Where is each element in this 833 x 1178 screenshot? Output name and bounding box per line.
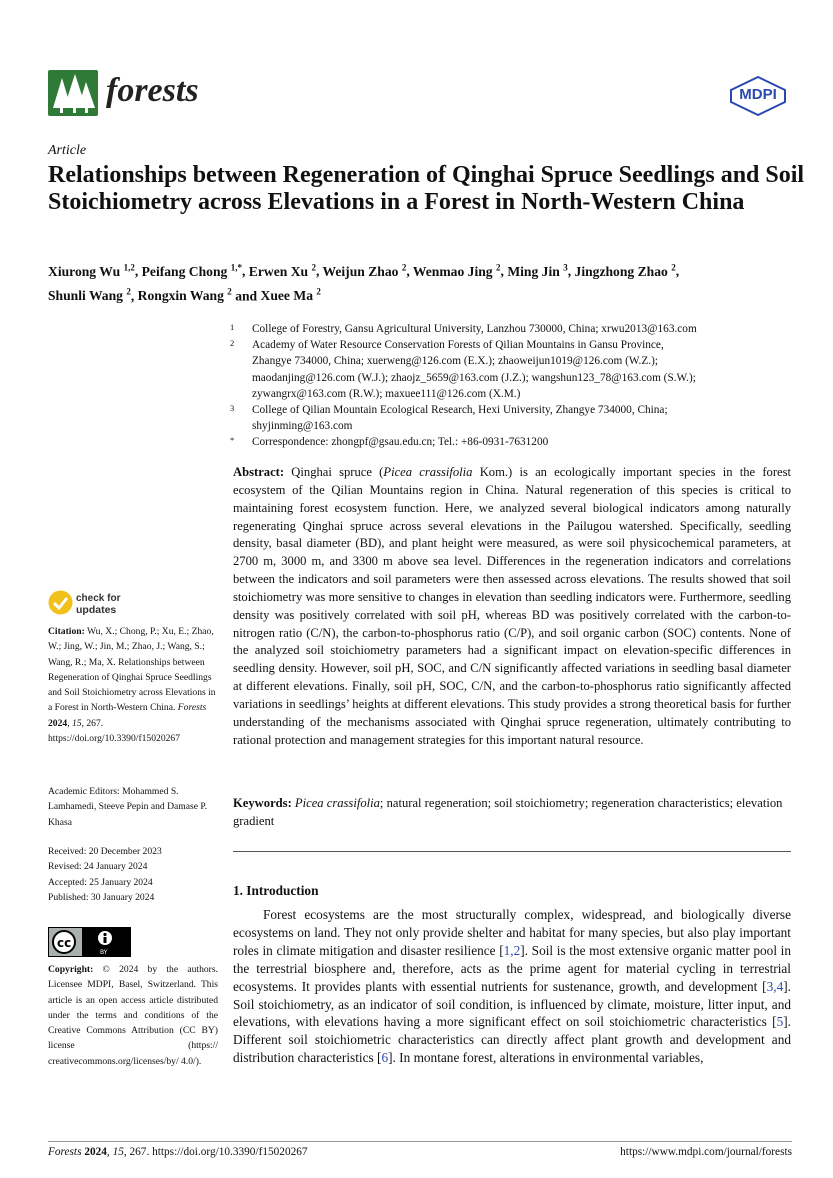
citation-year: 2024 (48, 717, 68, 729)
authors-and: and (231, 288, 261, 304)
cc-by-icon (49, 928, 130, 956)
affiliations (230, 321, 795, 451)
footer-url[interactable]: https://www.mdpi.com/journal/forests (620, 1146, 792, 1158)
footer: Forests 2024, 15, 267. https://doi.org/10.3390/f15020267 https://www.mdpi.com/journal/forests (48, 1146, 792, 1158)
check-for-updates[interactable] (48, 590, 168, 618)
author-name[interactable]: Xiurong Wu $^{1,2}$ (48, 262, 135, 279)
author-name[interactable]: Jingzhong Zhao $^2$ (574, 262, 676, 279)
citation-doi[interactable]: https://doi.org/10.3390/f15020267 (48, 733, 181, 745)
author-name[interactable]: Erwen Xu $^2$ (248, 262, 316, 279)
intro-paragraph: Forest ecosystems are the most structurally complex, widespread, and biologically diverse ecosystems on land. They not only provide shelter and habitat for many species, but also play important roles in climate mitigation and disaster resilience [1,2]. Soil is the most extensive organic matter pool in the terrestrial biosphere and, therefore, acts as the prime agent for material cycling in terrestrial ecosystems. It provides plants with essential nutrients for sustenance, growth, and development [3,4]. Soil stoichiometry, as an indicator of soil condition, is influenced by climate, moisture, litter input, and elevations, with elevations having a more significant effect on soil stoichiometric characteristics [5]. Different soil stoichiometric characteristics can directly affect plant growth and development and distribution characteristics [6]. In montane forest, alterations in environmental variables, (233, 907, 791, 1066)
footer-year: 2024 (84, 1146, 107, 1158)
affiliation: 2 Academy of Water Resource Conservation Forests of Qilian Mountains in Gansu Province, Zhangye 734000, China; xuerweng@126.com (E.X.); zhaoweijun1019@126.com (W.Z.); maodanjing@126.com (W.J.); zhaojz_5659@163.com (J.Z.); wangshun123_78@163.com (S.W.); zywangrx@163.com (R.W.); maxuee111@126.com (X.M.) (230, 338, 696, 400)
date-line: Accepted: 25 January 2024 (48, 876, 153, 888)
check-for-text: check for (76, 593, 121, 604)
abstract (233, 464, 791, 750)
citation-label: Citation: (48, 626, 85, 637)
reference-link[interactable]: 5 (776, 1014, 784, 1030)
author-name[interactable]: Shunli Wang $^2$ (48, 286, 131, 304)
section-heading: 1. Introduction (233, 883, 319, 898)
paper-title: Relationships between Regeneration of Qinghai Spruce Seedlings and Soil Stoichiometry across Elevations in a Forest in North-Western China (48, 162, 805, 215)
citation-page: , 267. (81, 717, 104, 729)
divider (233, 851, 791, 852)
abstract-species: Picea crassifolia (383, 465, 473, 479)
author-name[interactable]: Ming Jin $^3$ (507, 262, 568, 279)
footer-doi[interactable]: , 267. https://doi.org/10.3390/f15020267 (123, 1146, 308, 1158)
author-list: Xiurong Wu $^{1,2}$, Peifang Chong $^{1,*}$, Erwen Xu $^2$, Weijun Zhao $^2$, Wenmao Jing $^2$, Ming Jin $^3$, Jingzhong Zhao $^2$, Shunli Wang $^2$, Rongxin Wang $^2$ and Xuee Ma $^2$ (48, 262, 680, 304)
date-line: Revised: 24 January 2024 (48, 861, 148, 873)
keywords-label: Keywords: (233, 796, 292, 810)
editors-names: Mohammed S. Lamhamedi, Steeve Pepin and Damase P. Khasa (48, 786, 208, 828)
author-name[interactable]: Weijun Zhao $^2$ (322, 262, 407, 279)
svg-text:cc: cc (57, 936, 72, 950)
keyword-species: Picea crassifolia (294, 796, 380, 810)
author-name[interactable]: Wenmao Jing $^2$ (412, 262, 501, 279)
publisher-name: MDPI (739, 86, 777, 103)
reference-link[interactable]: 1,2 (503, 942, 521, 958)
keywords-rest: ; natural regeneration; soil stoichiometry; regeneration characteristics; elevation gradient (233, 796, 783, 828)
cc-by-badge[interactable] (48, 927, 131, 957)
academic-editors (48, 784, 218, 830)
affiliation: * Correspondence: zhongpf@gsau.edu.cn; Tel.: +86-0931-7631200 (230, 435, 549, 449)
date-line: Published: 30 January 2024 (48, 891, 155, 903)
citation-text: Wu, X.; Chong, P.; Xu, E.; Zhao, W.; Jing, W.; Jin, M.; Zhao, J.; Wang, S.; Wang, R.; Ma, X. Relationships between Regeneration of Qinghai Spruce Seedlings and Soil Stoichiometry across Elevations in a Forest in North-Western China. (48, 626, 216, 714)
updates-text: updates (76, 604, 117, 616)
abstract-label: Abstract: (233, 465, 285, 479)
svg-text:BY: BY (100, 949, 108, 956)
tree-logo-icon (48, 70, 98, 116)
keywords (233, 795, 791, 831)
editors-label: Academic Editors: (48, 786, 120, 797)
journal-logo (48, 70, 98, 116)
article-type: Article (48, 143, 87, 158)
abstract-text: Qinghai spruce ( (291, 465, 384, 479)
author-name[interactable]: Xuee Ma $^2$ (260, 286, 321, 304)
citation: Citation: Wu, X.; Chong, P.; Xu, E.; Zhao, W.; Jing, W.; Jin, M.; Zhao, J.; Wang, S.; Wang, R.; Ma, X. Relationships between Regeneration of Qinghai Spruce Seedlings and Soil Stoichiometry across Elevations in a Forest in North-Western China. Forests 2024, 15, 267. https://doi.org/10.3390/f15020267 (48, 626, 216, 745)
citation-journal: Forests (177, 702, 207, 714)
author-name[interactable]: Peifang Chong $^{1,*}$ (141, 262, 242, 279)
copyright-label: Copyright: (48, 964, 94, 975)
publisher-logo (729, 76, 787, 116)
footer-divider (48, 1141, 792, 1142)
copyright-text: © 2024 by the authors. Licensee MDPI, Basel, Switzerland. This article is an open access article distributed under the terms and conditions of the Creative Commons Attribution (CC BY) license (https:// creativecommons.org/licenses/by/ 4.0/). (48, 964, 218, 1067)
citation-volume: 15 (71, 717, 82, 729)
author-name[interactable]: Rongxin Wang $^2$ (137, 286, 232, 304)
reference-link[interactable]: 6 (381, 1050, 389, 1066)
copyright (48, 962, 218, 1069)
journal-name: forests (106, 72, 199, 109)
footer-volume: 15 (112, 1146, 124, 1158)
date-line: Received: 20 December 2023 (48, 846, 162, 857)
affiliation: 3 College of Qilian Mountain Ecological Research, Hexi University, Zhangye 734000, China; shyjinming@163.com (230, 403, 668, 433)
affiliation: 1 College of Forestry, Gansu Agricultural University, Lanzhou 730000, China; xrwu2013@163.com (230, 322, 697, 335)
check-updates-icon (48, 590, 73, 615)
footer-journal: Forests (48, 1146, 82, 1158)
dates (48, 844, 218, 905)
abstract-text-2: Kom.) is an ecologically important species in the forest ecosystem of the Qilian Mountains region in China. Natural regeneration of this species is critical to maintaining forest ecosystem function. Here, we analyzed several biological indicators among naturally regenerating Qinghai spruce across several elevations in the Pailugou watershed. Specifically, seedling density, basal diameter (BD), and plant height were measured, as were soil physicochemical parameters, at 2700 m, 3000 m, and 3300 m above sea level. Differences in the regeneration indicators and correlations between the indicators and soil parameters were then assessed across elevations. The results showed that soil stoichiometry was more sensitive to changes in elevation than seedling indicators were. Furthermore, seedling density was positively correlated with soil pH, whereas BD was positively correlated with the carbon-to-nitrogen ratio (C/N), the carbon-to-phosphorus ratio (C/P), and soil organic carbon (SOC) contents. None of the analyzed soil stoichiometry parameters had a significant impact on elevation-specific differences in seedling density. However, soil pH, SOC, and C/N significantly affected variations in seedling basal diameter at different elevations. Finally, soil pH, SOC, C/N, and the carbon-to-phosphorus ratio significantly affected variations in seedlings’ heights at different elevations. This study provides a strong theoretical basis for further understanding of the mechanisms associated with Qinghai spruce regeneration, ultimately contributing to rational protection and management strategies for this important natural resource. (233, 465, 792, 747)
reference-link[interactable]: 3,4 (766, 978, 784, 994)
